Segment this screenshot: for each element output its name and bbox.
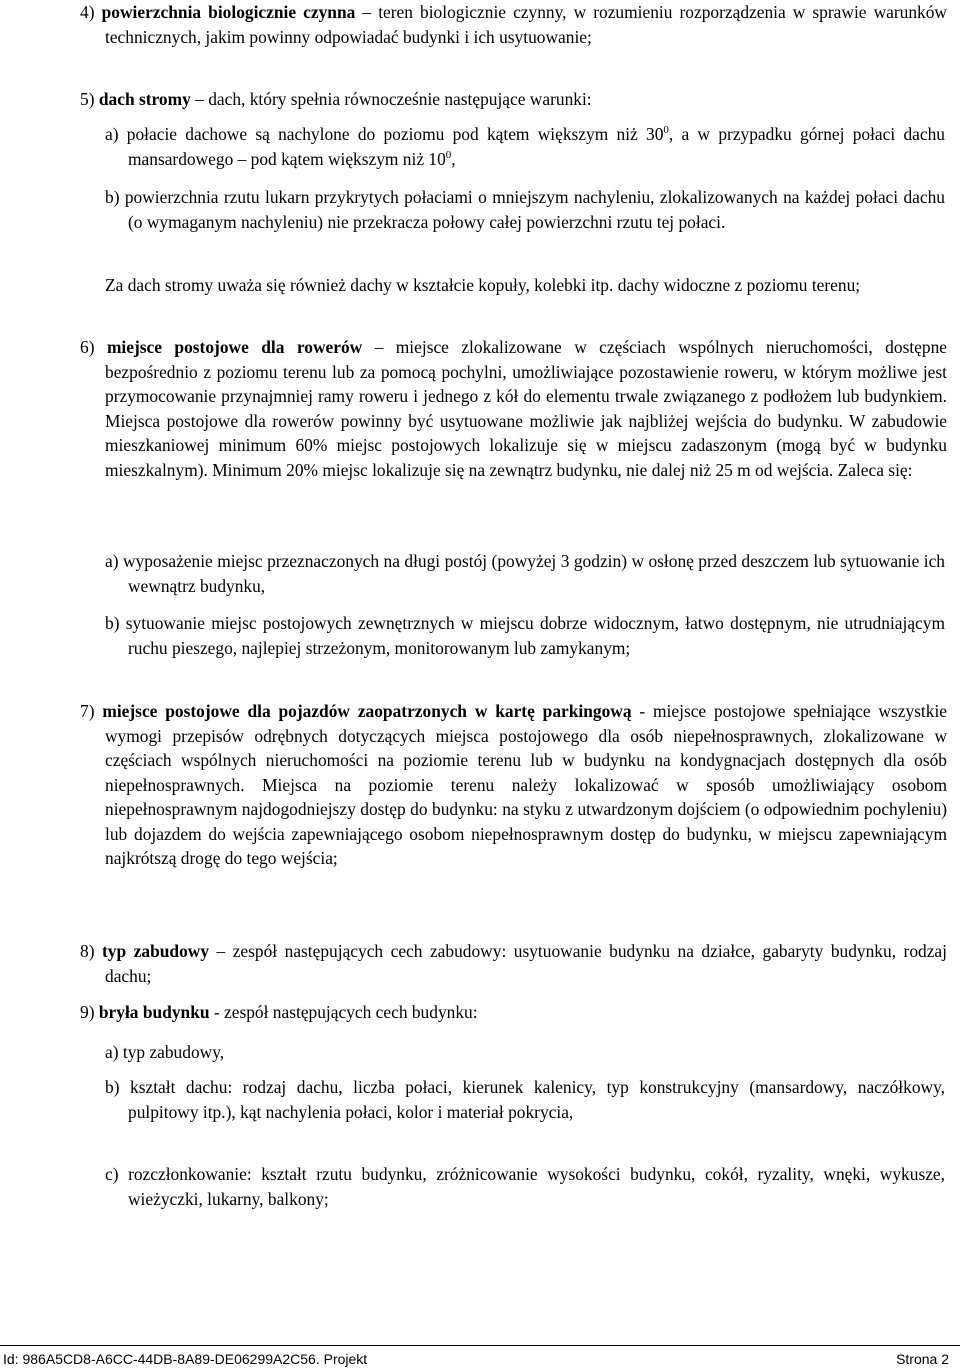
sub-item-text: , [451, 148, 456, 169]
defined-term: miejsce postojowe dla pojazdów zaopatrzonych w kartę parkingową [102, 701, 632, 721]
definition-item-4 [80, 0, 947, 49]
defined-term: dach stromy [98, 89, 191, 109]
definition-item-7 [80, 699, 947, 871]
sub-item-text: a) typ zabudowy, [105, 1042, 225, 1062]
item-number: 5) [80, 89, 95, 109]
sub-item-5a [105, 122, 945, 171]
item-number: 4) [80, 2, 95, 22]
defined-term: miejsce postojowe dla rowerów [106, 337, 363, 357]
defined-term: bryła budynku [98, 1002, 210, 1022]
definition-item-9 [80, 1000, 947, 1025]
superscript: 0 [663, 124, 669, 137]
sub-item-text: , a w przypadku górnej połaci dachu mansardowego – pod kątem większym niż 10 [128, 124, 945, 169]
superscript: 0 [445, 148, 452, 161]
sub-item-text: c) rozczłonkowanie: kształt rzutu budynku, zróżnicowanie wysokości budynku, cokół, ryzality, wnęki, wykusze, wieżyczki, lukarny, balkony; [105, 1164, 945, 1209]
sub-item-6a [105, 549, 945, 598]
definition-text: – dach, który spełnia równocześnie następujące warunki: [190, 89, 592, 109]
definition-item-5 [80, 87, 947, 112]
item-number: 7) [80, 701, 95, 721]
definition-item-6 [80, 335, 947, 482]
sub-item-text: a) połacie dachowe są nachylone do poziomu pod kątem większym niż 30 [105, 124, 664, 144]
sub-item-5b [105, 185, 945, 234]
definition-text: – zespół następujących cech zabudowy: usytuowanie budynku na działce, gabaryty budynku, rodzaj dachu; [105, 941, 947, 986]
sub-item-text: b) kształt dachu: rodzaj dachu, liczba połaci, kierunek kalenicy, typ konstrukcyjny (mansardowy, naczółkowy, pulpitowy itp.), kąt nachylenia połaci, kolor i materiał pokrycia, [105, 1077, 945, 1122]
definition-text: - miejsce postojowe spełniające wszystkie wymogi przepisów odrębnych dotyczących miejsca postojowego dla osób niepełnosprawnych, zlokalizowane w częściach wspólnych nieruchomości na poziomie terenu lub w budynku na kondygnacjach dostępnych dla osób niepełnosprawnych. Miejsca na poziomie terenu należy lokalizować w sposób umożliwiający osobom niepełnosprawnym najdogodniejszy dostęp do budynku: na styku z utwardzonym dojściem (o odpowiednim pochyleniu) lub dojazdem do wejścia zapewniającego osobom niepełnosprawnym dostęp do budynku, w miejscu zapewniającym najkrótszą drogę do tego wejścia; [105, 701, 947, 868]
sub-item-9c [105, 1162, 945, 1211]
defined-term: powierzchnia biologicznie czynna [101, 2, 356, 22]
definition-text: – teren biologicznie czynny, w rozumieniu rozporządzenia w sprawie warunków technicznych, jakim powinny odpowiadać budynki i ich usytuowanie; [105, 2, 947, 47]
sub-item-6b [105, 611, 945, 660]
defined-term: typ zabudowy [102, 941, 210, 961]
note-text: Za dach stromy uważa się również dachy w kształcie kopuły, kolebki itp. dachy widoczne z poziomu terenu; [105, 275, 861, 295]
item-number: 9) [80, 1002, 95, 1022]
footer-divider [0, 1345, 960, 1346]
item-number: 6) [80, 337, 95, 357]
definition-text: - zespół następujących cech budynku: [209, 1002, 478, 1022]
footer-document-id: Id: 986A5CD8-A6CC-44DB-8A89-DE06299A2C56. Projekt [3, 1351, 368, 1367]
sub-item-9a [105, 1040, 945, 1065]
item-number: 8) [80, 941, 95, 961]
footer-page-number: Strona 2 [896, 1351, 949, 1367]
definition-note [105, 273, 922, 298]
sub-item-text: b) powierzchnia rzutu lukarn przykrytych połaciami o mniejszym nachyleniu, zlokalizowanych na każdej połaci dachu (o wymaganym nachyleniu) nie przekracza połowy całej powierzchni rzutu tej połaci. [105, 187, 945, 232]
definition-text: – miejsce zlokalizowane w częściach wspólnych nieruchomości, dostępne bezpośrednio z poziomu terenu lub za pomocą pochylni, umożliwiające pozostawienie roweru, w którym możliwe jest przymocowanie przynajmniej ramy roweru i jednego z kół do elementu trwale związanego z podłożem lub budynkiem. Miejsca postojowe dla rowerów powinny być usytuowane możliwie jak najbliżej wejścia do budynku. W zabudowie mieszkaniowej minimum 60% miejsc postojowych lokalizuje się w miejscu zadaszonym (mogą być w budynku mieszkalnym). Minimum 20% miejsc lokalizuje się na zewnątrz budynku, nie dalej niż 25 m od wejścia. Zaleca się: [105, 337, 947, 480]
sub-item-text: b) sytuowanie miejsc postojowych zewnętrznych w miejscu dobrze widocznym, łatwo dostępnym, nie utrudniającym ruchu pieszego, najlepiej strzeżonym, monitorowanym lub zamykanym; [105, 613, 945, 658]
definition-item-8 [80, 939, 947, 988]
sub-item-text: a) wyposażenie miejsc przeznaczonych na długi postój (powyżej 3 godzin) w osłonę przed deszczem lub sytuowanie ich wewnątrz budynku, [105, 551, 945, 596]
sub-item-9b [105, 1075, 945, 1124]
